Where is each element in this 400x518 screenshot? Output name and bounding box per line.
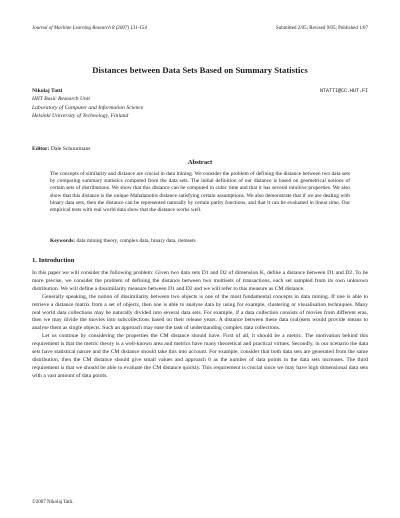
copyright-footer: ©2007 Nikolaj Tatti. [32, 500, 74, 505]
paper-title: Distances between Data Sets Based on Summary Statistics [92, 65, 308, 75]
author-email: NTATTI@CC.HUT.FI [319, 88, 368, 94]
journal-citation: Journal of Machine Learning Research 8 (2007) 131-154 [32, 26, 147, 31]
keywords-line [50, 238, 350, 244]
section-heading: 1. Introduction [32, 257, 75, 264]
paragraph: Generally speaking, the notion of dissimilarity between two objects is one of the most fundamental concepts in data mining. If one is able to retrieve a distance matrix from a set of objects, then one is able to analyse data by using for example, clustering or visualisation techniques. Many real world data collections may be naturally divided into several data sets. For example, if a data collection consists of movies from different eras, then we may divide the movies into subcollections based on their release years. A distance between these data (sub)sets would provide means to analyse them as single objects. Such an approach may ease the task of understanding complex data collections. [32, 293, 368, 332]
editor-label: Editor: [32, 146, 50, 152]
paragraph: Let us continue by considering the properties the CM distance should have. First of all, it should be a metric. The motivation behind this requirement is that the metric theory is a well-known area and metrics have many theoretical and practical virtues. Secondly, in our scenario the data sets have statistical nature and the CM distance should take this into account. For example, consider that both data sets are generated from the same distribution, then the CM distance should give small values and approach 0 as the number of data points in the data sets increases. The third requirement is that we should be able to evaluate the CM distance quickly. This requirement is crucial since we may have high dimensional data sets with a vast amount of data points. [32, 333, 368, 379]
keywords-label: Keywords: [50, 238, 76, 244]
author-name: Nikolaj Tatti [32, 88, 63, 94]
keywords-list: data mining theory, complex data, binary data, itemsets [76, 238, 196, 244]
section-body [32, 270, 368, 381]
editor-name: Dale Schuurmans [50, 146, 91, 152]
author-block [32, 87, 368, 120]
submission-dates: Submitted 2/05; Revised 9/05; Published 1/07 [275, 26, 368, 31]
editor-line [32, 146, 90, 152]
running-header [32, 26, 368, 31]
affiliation-line: HIIT Basic Research Unit [32, 96, 90, 103]
abstract-heading: Abstract [187, 159, 213, 166]
abstract-text: The concepts of similarity and distance are crucial in data mining. We consider the problem of defining the distance between two data sets by comparing summary statistics computed from the data sets. The initial definition of our distance is based on geometrical notions of certain sets of distributions. We show that this distance can be computed in cubic time and that it has several intuitive properties. We also show that this distance is the unique Mahalanobis distance satisfying certain assumptions. We also demonstrate that if we are dealing with binary data sets, then the distance can be represented naturally by certain parity functions, and that it can be evaluated in linear time. Our empirical tests with real world data show that the distance works well. [50, 171, 350, 214]
paragraph: In this paper we will consider the following problem: Given two data sets D1 and D2 of dimension K, define a distance between D1 and D2. To be more precise, we consider the problem of defining the distance between two multisets of transactions, each set sampled from its own unknown distribution. We will define a dissimilarity measure between D1 and D2 and we will refer to this measure as CM distance. [32, 270, 368, 292]
affiliation-line: Helsinki University of Technology, Finland [32, 112, 129, 119]
affiliation-line: Laboratory of Computer and Information Science [32, 104, 144, 111]
